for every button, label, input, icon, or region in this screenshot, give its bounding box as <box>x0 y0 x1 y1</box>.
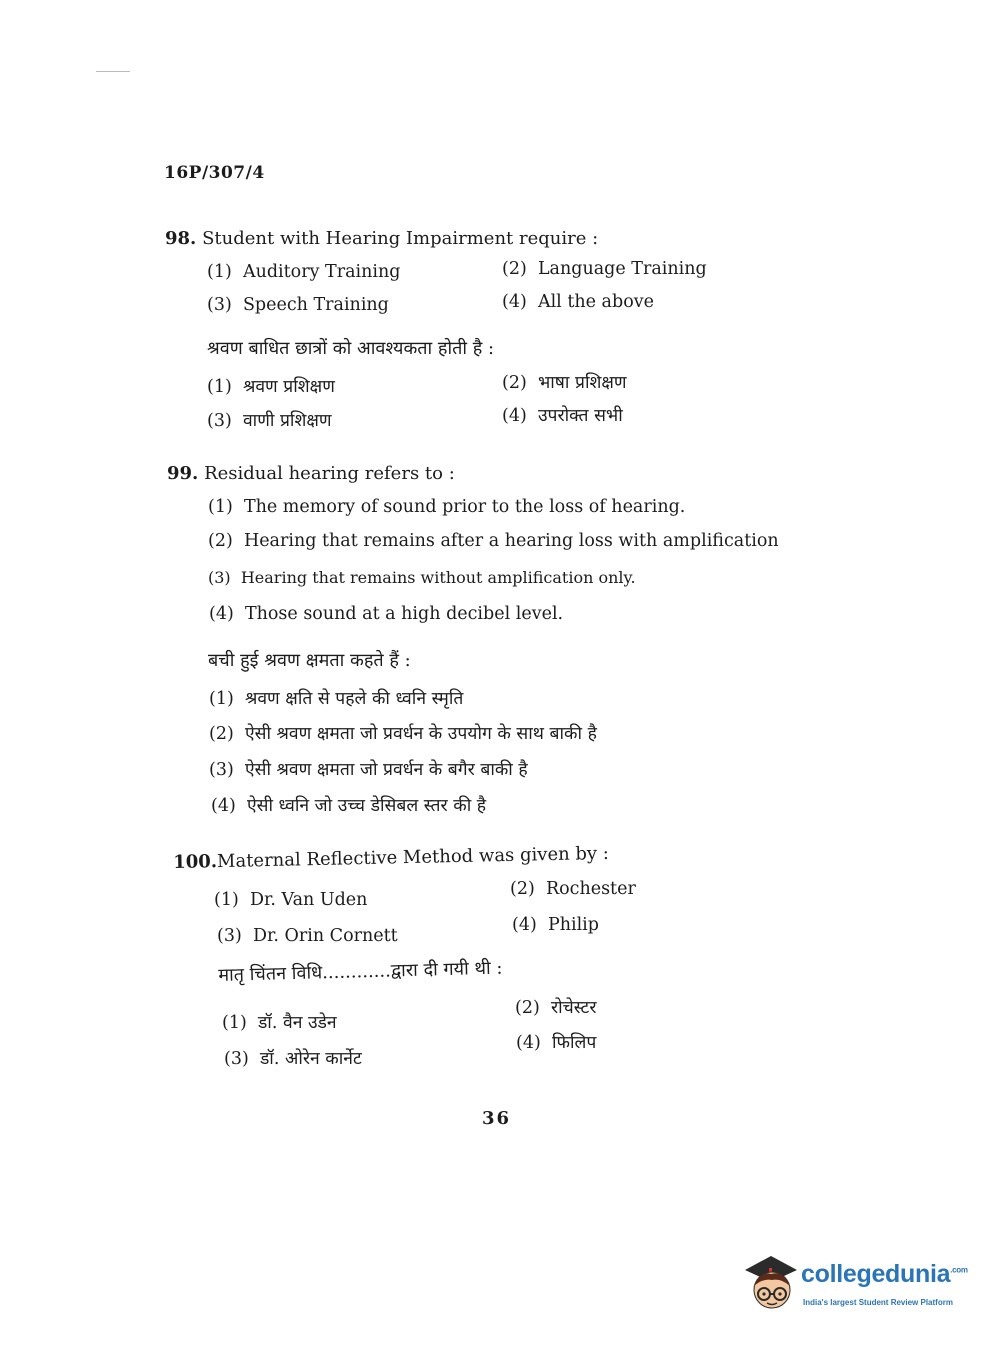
question-number: 100. <box>173 851 218 873</box>
hindi-question-98: श्रवण बाधित छात्रों को आवश्यकता होती है : <box>207 338 495 359</box>
page-number: 36 <box>482 1108 512 1129</box>
hindi-question-99: बची हुई श्रवण क्षमता कहते हैं : <box>208 650 411 671</box>
question-number: 99. <box>167 463 199 484</box>
option-2: (2) Language Training <box>502 259 707 279</box>
brand-name: collegedunia$^{.com}$ <box>801 1260 968 1288</box>
option-4: (4) Those sound at a high decibel level. <box>209 604 564 624</box>
option-3: (3) Speech Training <box>207 295 389 315</box>
option-3: (3) Dr. Orin Cornett <box>217 926 398 946</box>
hindi-option-3: (3) वाणी प्रशिक्षण <box>207 411 332 431</box>
hindi-option-1: (1) डॉ. वैन उडेन <box>222 1013 337 1033</box>
question-text: Residual hearing refers to : <box>204 463 455 484</box>
option-4: (4) All the above <box>502 292 654 312</box>
option-4: (4) Philip <box>512 915 599 935</box>
hindi-option-3: (3) ऐसी श्रवण क्षमता जो प्रवर्धन के बगैर बाकी है <box>209 760 528 780</box>
hindi-option-1: (1) श्रवण क्षति से पहले की ध्वनि स्मृति <box>209 689 464 709</box>
option-3: (3) Hearing that remains without amplification only. <box>208 568 636 587</box>
hindi-option-2: (2) ऐसी श्रवण क्षमता जो प्रवर्धन के उपयोग के साथ बाकी है <box>209 724 597 744</box>
brand-tagline: India's largest Student Review Platform <box>803 1298 953 1307</box>
option-1: (1) Auditory Training <box>207 262 401 282</box>
option-1: (1) Dr. Van Uden <box>214 890 368 910</box>
hindi-option-2: (2) भाषा प्रशिक्षण <box>502 373 627 393</box>
option-1: (1) The memory of sound prior to the loss of hearing. <box>208 497 686 517</box>
hindi-option-4: (4) फिलिप <box>516 1033 597 1053</box>
hindi-option-4: (4) उपरोक्त सभी <box>502 406 623 426</box>
hindi-option-2: (2) रोचेस्टर <box>515 998 597 1018</box>
collegedunia-logo <box>741 1248 971 1320</box>
question-98 <box>165 228 598 249</box>
question-100 <box>173 843 609 873</box>
hindi-option-1: (1) श्रवण प्रशिक्षण <box>207 377 335 397</box>
hindi-question-100: मातृ चिंतन विधि............द्वारा दी गयी थी : <box>218 957 503 986</box>
question-number: 98. <box>165 228 197 249</box>
scan-mark <box>96 71 130 72</box>
question-99 <box>167 463 455 484</box>
question-text: Maternal Reflective Method was given by : <box>216 842 610 873</box>
hindi-option-3: (3) डॉ. ओरेन कार्नेट <box>224 1049 362 1069</box>
hindi-option-4: (4) ऐसी ध्वनि जो उच्च डेसिबल स्तर की है <box>211 796 487 816</box>
question-text: Student with Hearing Impairment require : <box>202 228 599 249</box>
paper-code: 16P/307/4 <box>164 163 265 183</box>
mascot-icon <box>741 1248 801 1318</box>
option-2: (2) Rochester <box>510 879 636 899</box>
option-2: (2) Hearing that remains after a hearing loss with amplification <box>208 531 779 551</box>
